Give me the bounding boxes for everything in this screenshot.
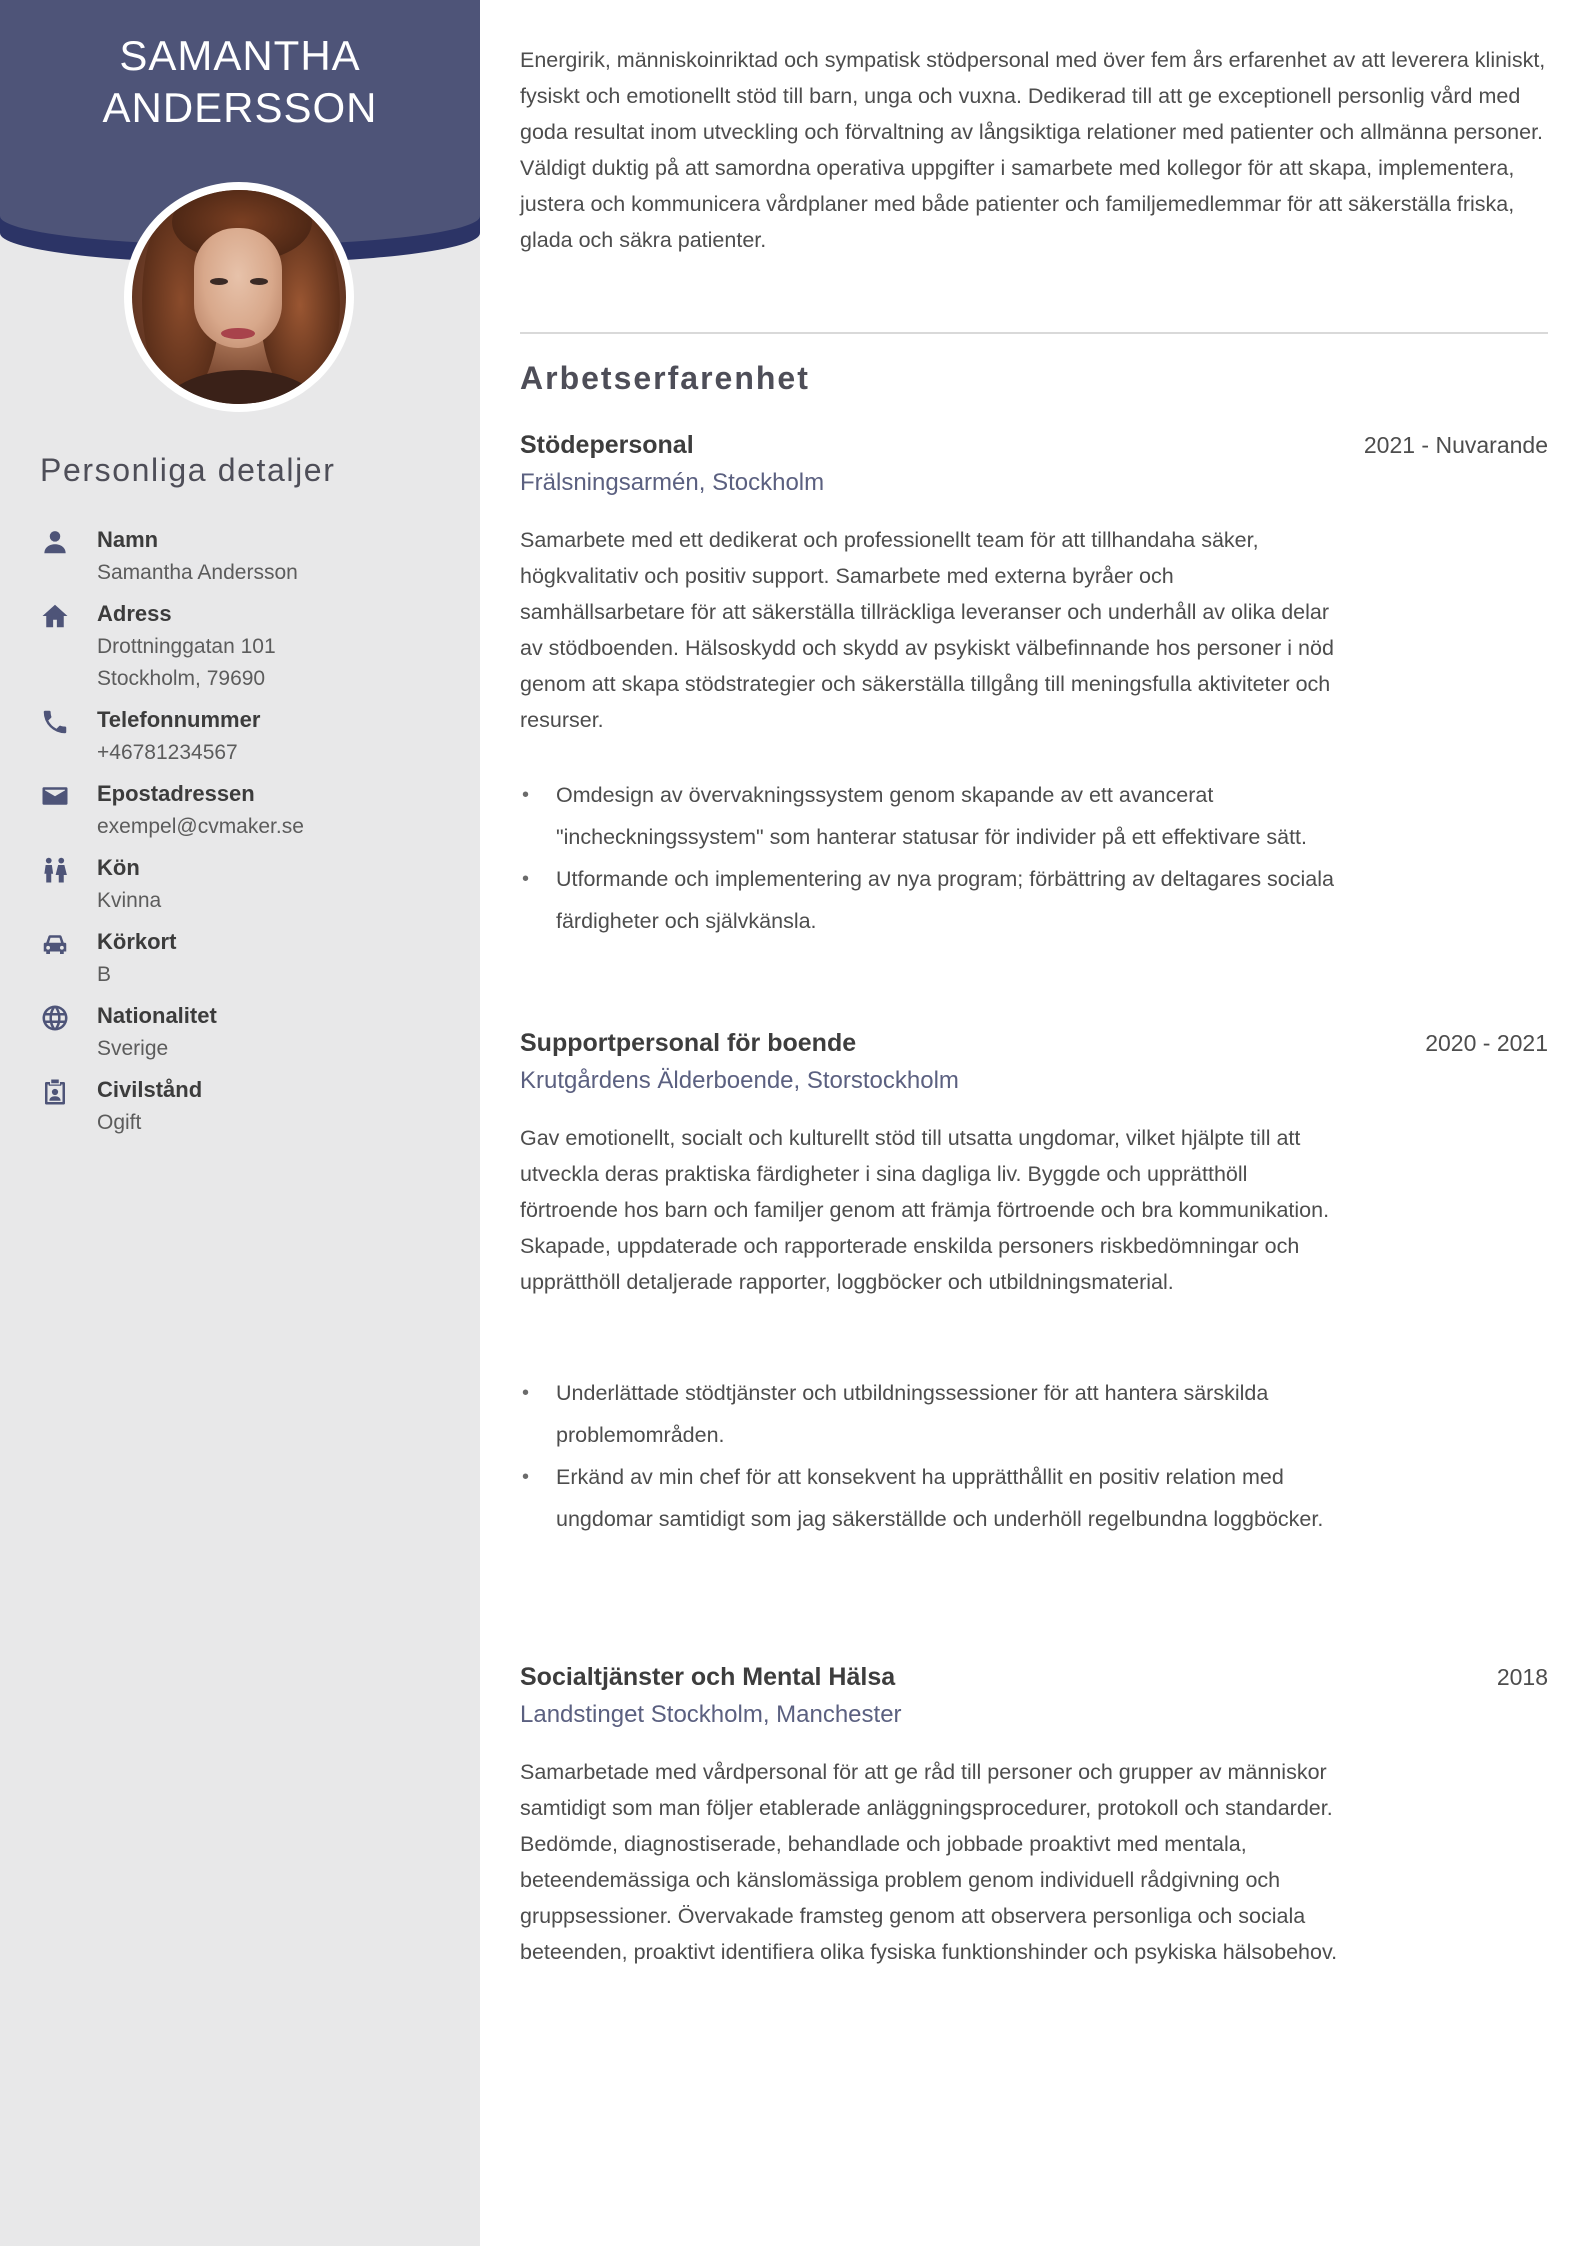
job-description: Samarbetade med vårdpersonal för att ge råd till personer och grupper av människor samtidigt som man följer etablerade anläggningsprocedurer, protokoll och standarder. Bedömde, diagnostiserade, behandlade och jobbade proaktivt med mentala, beteendemässiga och känslomässiga problem genom individuell rådgivning och gruppsessioner. Övervakade framsteg genom att observera personliga och sociala beteenden, proaktivt identifiera olika fysiska funktionshinder och psykiska hälsobehov. (520, 1760, 1338, 1964)
list-item: • Utformande och implementering av nya program; förbättring av deltagares sociala färdigheter och självkänsla. (520, 858, 1340, 942)
detail-label: Körkort (97, 929, 177, 954)
detail-label: Civilstånd (97, 1077, 203, 1102)
detail-label: Kön (97, 855, 140, 880)
job-title: Supportpersonal för boende (520, 1029, 857, 1057)
job-dates: 2020 - 2021 (1425, 1030, 1548, 1056)
job-title: Stödepersonal (520, 431, 694, 459)
candidate-name (0, 30, 480, 134)
detail-label: Namn (97, 527, 159, 552)
personal-details-title: Personliga detaljer (40, 452, 336, 488)
id-badge-icon (40, 1077, 70, 1107)
job-organization: Krutgårdens Älderboende, Storstockholm (520, 1067, 959, 1094)
experience-title: Arbetserfarenhet (520, 360, 810, 396)
detail-label: Epostadressen (97, 781, 255, 806)
job-organization: Frälsningsarmén, Stockholm (520, 469, 825, 496)
phone-icon (40, 707, 70, 737)
list-item: • Omdesign av övervakningssystem genom skapande av ett avancerat "incheckningssystem" som hanterar statusar för individer på ett effektivare sätt. (520, 774, 1340, 858)
mail-icon (40, 781, 70, 811)
detail-label: Adress (97, 601, 172, 626)
globe-icon (40, 1003, 70, 1033)
list-item: • Underlättade stödtjänster och utbildningssessioner för att hantera särskilda problemområden. (520, 1372, 1340, 1456)
profile-summary (520, 42, 1548, 258)
job-bullets (520, 774, 1340, 942)
detail-label: Nationalitet (97, 1003, 217, 1028)
sidebar (0, 0, 480, 2246)
section-divider (520, 332, 1548, 334)
job-description: Samarbete med ett dedikerat och professionellt team för att tillhandaha säker, högkvalitativ och positiv support. Samarbete med externa byråer och samhällsarbetare för att säkerställa tillräckliga leveranser och underhåll av olika delar av stödboenden. Hälsoskydd och skydd av psykiskt välbefinnande hos personer i nöd genom att skapa stödstrategier och säkerställa tillgång till meningsfulla aktiviteter och resurser. (520, 528, 1334, 732)
detail-value: Sverige (97, 1037, 169, 1060)
detail-value: +46781234567 (97, 741, 238, 764)
profile-photo-image (132, 190, 346, 404)
person-icon (40, 527, 70, 557)
job-description: Gav emotionellt, socialt och kulturellt stöd till utsatta ungdomar, vilket hjälpte till att utveckla deras praktiska färdigheter i sina dagliga liv. Byggde och upprätthöll förtroende hos barn och familjer genom att främja förtroende och bra kommunikation. Skapade, uppdaterade och rapporterade enskilda personers riskbedömningar och upprätthöll detaljerade rapporter, loggböcker och utbildningsmaterial. (520, 1126, 1330, 1294)
detail-value: Samantha Andersson (97, 561, 298, 584)
car-icon (40, 929, 70, 959)
list-item: • Erkänd av min chef för att konsekvent ha upprätthållit en positiv relation med ungdomar samtidigt som jag säkerställde och underhöll regelbundna loggböcker. (520, 1456, 1340, 1540)
detail-value: exempel@cvmaker.se (97, 815, 304, 838)
detail-value: Ogift (97, 1111, 142, 1134)
first-name: SAMANTHA (119, 32, 361, 79)
home-icon (40, 601, 70, 631)
job-title: Socialtjänster och Mental Hälsa (520, 1663, 896, 1691)
summary-paragraph: Energirik, människoinriktad och sympatisk stödpersonal med över fem års erfarenhet av att leverera kliniskt, fysiskt och emotionellt stöd till barn, unga och vuxna. Dedikerad till att ge exceptionell personlig vård med goda resultat inom utveckling och förvaltning av långsiktiga relationer med patienter och allmänna personer. (520, 48, 1546, 144)
detail-label: Telefonnummer (97, 707, 261, 732)
last-name: ANDERSSON (102, 84, 378, 131)
detail-value-line2: Stockholm, 79690 (97, 667, 266, 690)
gender-icon (40, 855, 70, 885)
summary-paragraph: Väldigt duktig på att samordna operativa uppgifter i samarbete med kollegor för att skapa, implementera, justera och kommunicera vårdplaner med både patienter och familjemedlemmar för att säkerställa friska, glada och säkra patienter. (520, 156, 1515, 252)
job-dates: 2021 - Nuvarande (1363, 432, 1548, 458)
profile-photo (124, 182, 354, 412)
detail-value: Kvinna (97, 889, 162, 912)
job-bullets (520, 1372, 1340, 1540)
job-dates: 2018 (1496, 1664, 1548, 1690)
detail-value: Drottninggatan 101 (97, 635, 276, 658)
job-organization: Landstinget Stockholm, Manchester (520, 1701, 902, 1728)
detail-value: B (97, 963, 112, 986)
